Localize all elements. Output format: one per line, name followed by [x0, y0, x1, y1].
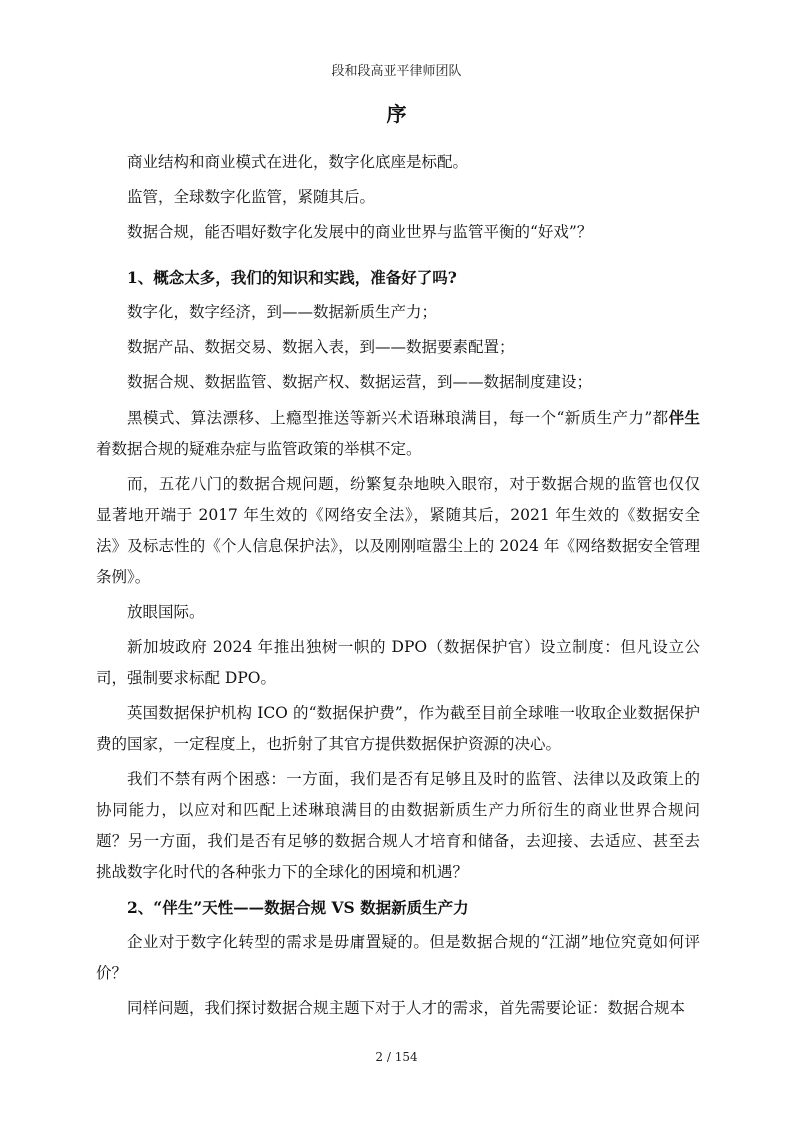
running-header: 段和段高亚平律师团队 [331, 64, 462, 79]
paragraph: 英国数据保护机构 ICO 的“数据保护费”，作为截至目前全球唯一收取企业数据保护费的国家，一定程度上，也折射了其官方提供数据保护资源的决心。 [96, 704, 700, 753]
text-run: 着数据合规的疑难杂症与监管政策的举棋不定。 [96, 440, 422, 458]
page-number: 2 / 154 [375, 1050, 418, 1064]
bold-text: 伴生 [668, 408, 700, 427]
paragraph: 而，五花八门的数据合规问题，纷繁复杂地映入眼帘，对于数据合规的监管也仅仅显著地开端于 2017 年生效的《网络安全法》，紧随其后，2021 年生效的《数据安全法》及标志性的《个人信息保护法》，以及刚刚喧嚣尘上的 2024 年《网络数据安全管理条例》。 [96, 475, 700, 586]
paragraph: 放眼国际。 [127, 603, 205, 621]
paragraph: 我们不禁有两个困惑：一方面，我们是否有足够且及时的监管、法律以及政策上的协同能力，以应对和匹配上述琳琅满目的由数据新质生产力所衍生的商业世界合规问题？另一方面，我们是否有足够的数据合规人才培育和储备，去迎接、去适应、甚至去挑战数字化时代的各种张力下的全球化的困境和机遇？ [96, 770, 700, 881]
paragraph: 新加坡政府 2024 年推出独树一帜的 DPO（数据保护官）设立制度：但凡设立公司，强制要求标配 DPO。 [96, 638, 700, 687]
section-title: 序 [386, 102, 407, 126]
paragraph: 数据合规、数据监管、数据产权、数据运营，到——数据制度建设； [127, 373, 593, 391]
section-heading: 2、“伴生”天性——数据合规 VS 数据新质生产力 [127, 898, 469, 917]
paragraph: 数据合规，能否唱好数字化发展中的商业世界与监管平衡的“好戏”？ [127, 223, 593, 241]
paragraph: 监管，全球数字化监管，紧随其后。 [127, 188, 376, 206]
document-body [96, 147, 700, 1028]
paragraph: 同样问题，我们探讨数据合规主题下对于人才的需求，首先需要论证：数据合规本 [127, 999, 686, 1017]
section-heading: 1、概念太多，我们的知识和实践，准备好了吗? [127, 268, 457, 287]
paragraph: 企业对于数字化转型的需求是毋庸置疑的。但是数据合规的“江湖”地位究竟如何评价？ [96, 933, 700, 982]
paragraph [96, 402, 700, 465]
paragraph: 商业结构和商业模式在进化，数字化底座是标配。 [127, 153, 469, 171]
text-run: 黑模式、算法漂移、上瘾型推送等新兴术语琳琅满目，每一个“新质生产力”都 [127, 409, 669, 427]
paragraph: 数据产品、数据交易、数据入表，到——数据要素配置； [127, 338, 515, 356]
paragraph: 数字化，数字经济，到——数据新质生产力； [127, 303, 438, 321]
